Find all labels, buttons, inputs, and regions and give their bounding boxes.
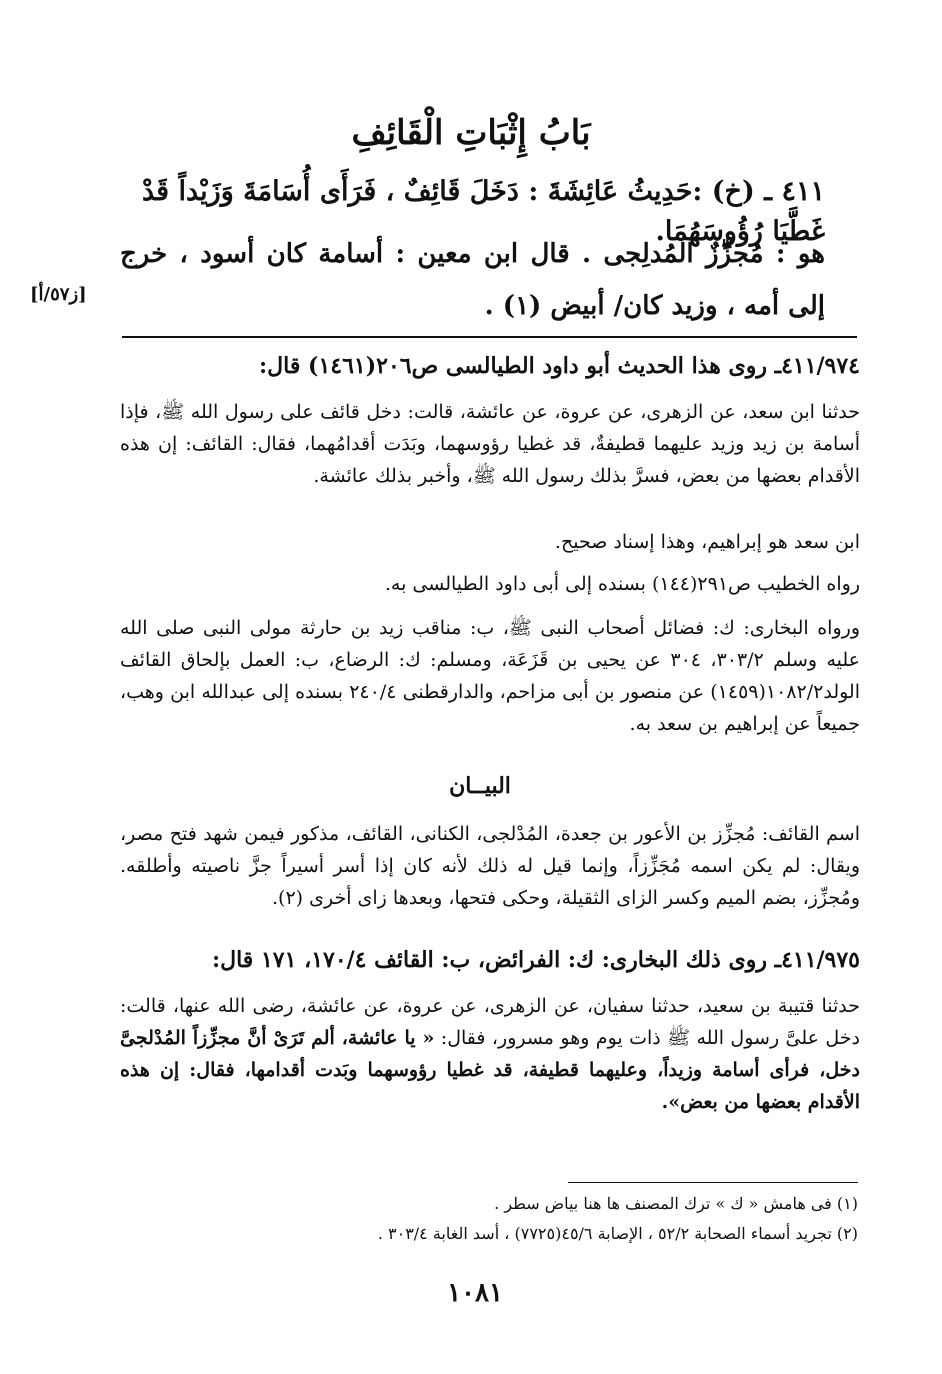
footnote-2: (٢) تجريد أسماء الصحابة ٥٢/٢ ، الإصابة ٤٥/٦(٧٧٢٥) ، أسد الغابة ٣٠٣/٤ . <box>377 1224 858 1243</box>
margin-reference: [ز٥٧/أ] <box>30 284 87 305</box>
section-divider <box>122 336 857 338</box>
intro-text: هو : مُجزِّزٌ المُدلِجى . قال ابن معين : أسامة كان أسود ، خرج إلى أمه ، وزيد كان/ أبيض (١) . <box>120 239 825 321</box>
hadith-975-quote: « يا عائشة، ألم تَرَىْ أنَّ مجزِّزاً المُدْلجىَّ دخل، فرأى أسامة وزيداً، وعليهما قطيفة، قد غطيا رؤوسهما وبَدت أقدامها، فقال: إن هذه الأقدام بعضها من بعض». <box>120 1027 860 1113</box>
hadith-975-text <box>120 990 860 1118</box>
chapter-title: بَابُ إِثْبَاتِ الْقَائِفِ <box>351 113 591 153</box>
bayan-heading: البيــان <box>449 773 511 799</box>
hadith-975-heading: ٤١١/٩٧٥ـ روى ذلك البخارى: ك: الفرائض، ب: القائف ١٧٠/٤، ١٧١ قال: <box>211 947 860 973</box>
footnote-1: (١) فى هامش « ك » ترك المصنف ها هنا بياض سطر . <box>494 1194 858 1213</box>
bukhari-reference: ورواه البخارى: ك: فضائل أصحاب النبى ﷺ، ب: مناقب زيد بن حارثة مولى النبى صلى الله عليه وسلم ٣٠٣/٢، ٣٠٤ عن يحيى بن قَزَعَة، ومسلم: ك: الرضاع، ب: العمل بإلحاق القائف الولد١٠٨٢/٢(١٤٥٩) عن منصور بن أبى مزاحم، والدارقطنى ٢٤٠/٤ بسنده إلى عبدالله ابن وهب، جميعاً عن إبراهيم بن سعد به. <box>120 617 860 735</box>
hadith-974-heading: ٤١١/٩٧٤ـ روى هذا الحديث أبو داود الطيالسى ص٢٠٦(١٤٦١) قال: <box>259 353 860 379</box>
isnad-note: ابن سعد هو إبراهيم، وهذا إسناد صحيح. <box>554 531 860 553</box>
bayan-text: اسم القائف: مُجزِّز بن الأعور بن جعدة، المُدْلجى، الكنانى، القائف، مذكور فيمن شهد فتح مصر، ويقال: لم يكن اسمه مُجَزِّزاً، وإنما قيل له ذلك لأنه كان إذا أسر أسيراً جزَّ ناصيته وأطلقه. ومُجزِّز، بضم الميم وكسر الزاى الثقيلة، وحكى فتحها، وبعدها زاى أخرى (٢). <box>120 823 860 909</box>
hadith-heading: ٤١١ ـ (خ) :حَدِيثُ عَائِشَةَ : دَخَلَ قَائِفٌ ، فَرَأَى أُسَامَةَ وَزَيْداً قَدْ غَطَّيَا رُؤُوسَهُمَا. <box>142 176 825 247</box>
hadith-975-plain: حدثنا قتيبة بن سعيد، حدثنا سفيان، عن الزهرى، عن عروة، عن عائشة، رضى الله عنها، قالت: دخل علىَّ رسول الله ﷺ ذات يوم وهو مسرور، فقال: <box>120 995 860 1049</box>
page-number: ١٠٨١ <box>447 1278 503 1308</box>
khatib-reference: رواه الخطيب ص٢٩١(١٤٤) بسنده إلى أبى داود الطيالسى به. <box>384 573 860 595</box>
footnote-divider <box>568 1182 858 1183</box>
hadith-974-text: حدثنا ابن سعد، عن الزهرى، عن عروة، عن عائشة، قالت: دخل قائف على رسول الله ﷺ، فإذا أسامة بن زيد وزيد عليهما قطيفةٌ، قد غطيا رؤوسهما، وبَدَت أقدامُهما، فقال: القائف: إن هذه الأقدام بعضها من بعض، فسرَّ بذلك رسول الله ﷺ، وأخبر بذلك عائشة. <box>120 401 860 487</box>
